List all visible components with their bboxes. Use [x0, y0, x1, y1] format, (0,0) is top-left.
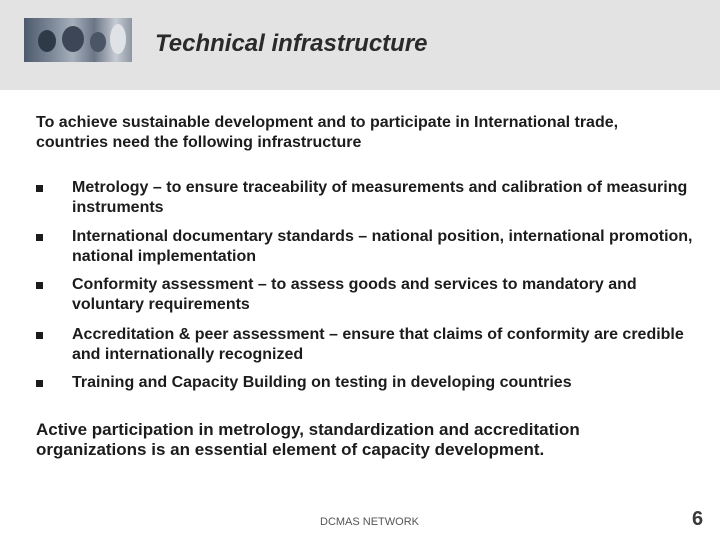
list-item-text: International documentary standards – national position, international promotion, national implementation [72, 228, 693, 265]
intro-text: To achieve sustainable development and to participate in International trade, countries need the following infrastructure [36, 114, 619, 151]
page-title: Technical infrastructure [155, 30, 428, 57]
footer-network-label: DCMAS NETWORK [320, 516, 419, 528]
page-number: 6 [692, 508, 704, 530]
list-item-text: Metrology – to ensure traceability of measurements and calibration of measuring instruments [72, 179, 688, 216]
header-photo [24, 18, 132, 62]
closing-text: Active participation in metrology, standardization and accreditation organizations is an essential element of capacity development. [36, 420, 580, 459]
bullet-square-icon [36, 282, 43, 289]
bullet-square-icon [36, 380, 43, 387]
header-bar [0, 0, 720, 90]
list-item-text: Accreditation & peer assessment – ensure that claims of conformity are credible and internationally recognized [72, 326, 684, 363]
bullet-square-icon [36, 332, 43, 339]
bullet-square-icon [36, 185, 43, 192]
list-item-text: Conformity assessment – to assess goods and services to mandatory and voluntary requirements [72, 276, 637, 313]
list-item-text: Training and Capacity Building on testing in developing countries [72, 374, 572, 391]
bullet-square-icon [36, 234, 43, 241]
